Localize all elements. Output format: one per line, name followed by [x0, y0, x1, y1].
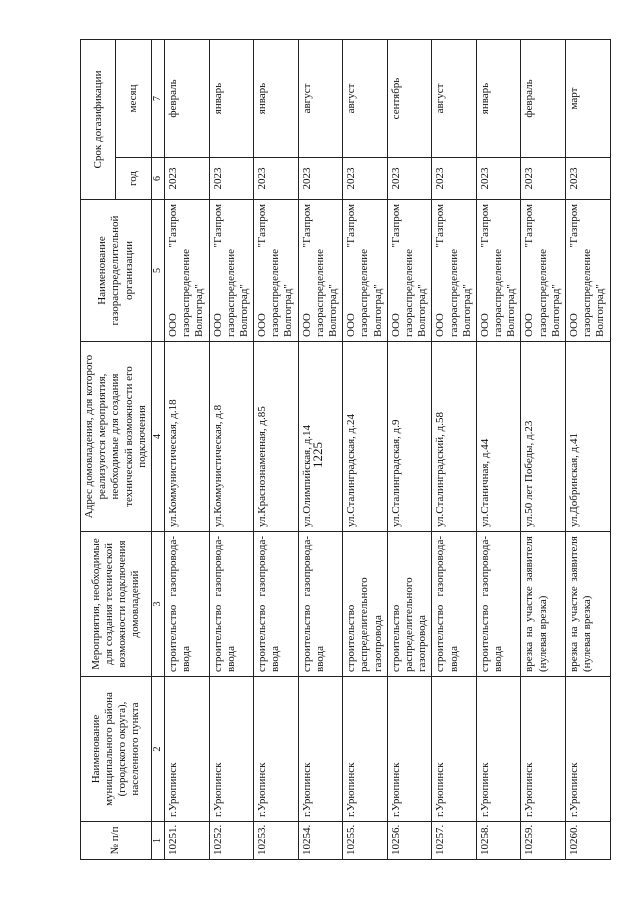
year-cell: 2023: [254, 158, 299, 200]
table-row: [298, 39, 343, 859]
measure-cell: врезка на участке заявителя (нулевая врезка): [521, 532, 566, 677]
org-cell: ООО "Газпром газораспределение Волгоград": [164, 200, 209, 342]
district-cell: г.Урюпинск: [432, 677, 477, 822]
month-cell: август: [432, 39, 477, 157]
row-number-cell: 10251.: [164, 822, 209, 860]
page-number: 1225: [310, 442, 325, 468]
address-cell: ул.Олимпийская, д.14: [298, 342, 343, 532]
district-cell: г.Урюпинск: [164, 677, 209, 822]
document-sheet: [80, 40, 620, 860]
measure-cell: строительство газопровода-ввода: [164, 532, 209, 677]
year-cell: 2023: [566, 158, 611, 200]
month-cell: февраль: [164, 39, 209, 157]
row-number-cell: 10256.: [387, 822, 432, 860]
column-number: 3: [151, 532, 164, 677]
org-cell: ООО "Газпром газораспределение Волгоград": [476, 200, 521, 342]
table-row: [343, 39, 388, 859]
measure-cell: строительство распределительного газопровода: [343, 532, 388, 677]
row-number-cell: 10255.: [343, 822, 388, 860]
address-cell: ул.Сталинградская, д.24: [343, 342, 388, 532]
district-cell: г.Урюпинск: [566, 677, 611, 822]
measure-cell: строительство распределительного газопровода: [387, 532, 432, 677]
org-cell: ООО "Газпром газораспределение Волгоград": [254, 200, 299, 342]
address-cell: ул.Станичная, д.44: [476, 342, 521, 532]
row-number-cell: 10253.: [254, 822, 299, 860]
month-cell: август: [343, 39, 388, 157]
month-cell: январь: [254, 39, 299, 157]
measure-cell: врезка на участке заявителя (нулевая врезка): [566, 532, 611, 677]
table-row: [432, 39, 477, 859]
table-row: [387, 39, 432, 859]
column-number: 2: [151, 677, 164, 822]
org-cell: ООО "Газпром газораспределение Волгоград": [566, 200, 611, 342]
address-cell: ул.Коммунистическая, д.8: [209, 342, 254, 532]
measure-cell: строительство газопровода-ввода: [254, 532, 299, 677]
address-cell: ул.Добринская, д.41: [566, 342, 611, 532]
year-cell: 2023: [432, 158, 477, 200]
header-org: Наименование газораспределительной организации: [81, 200, 152, 342]
month-cell: сентябрь: [387, 39, 432, 157]
address-cell: ул.Сталинградский, д.58: [432, 342, 477, 532]
measure-cell: строительство газопровода-ввода: [432, 532, 477, 677]
year-cell: 2023: [387, 158, 432, 200]
address-cell: ул.50 лет Победы, д.23: [521, 342, 566, 532]
district-cell: г.Урюпинск: [521, 677, 566, 822]
year-cell: 2023: [521, 158, 566, 200]
rotated-table-container: [80, 40, 620, 860]
address-cell: ул.Сталинградская, д.9: [387, 342, 432, 532]
row-number-cell: 10252.: [209, 822, 254, 860]
year-cell: 2023: [209, 158, 254, 200]
district-cell: г.Урюпинск: [476, 677, 521, 822]
org-cell: ООО "Газпром газораспределение Волгоград": [343, 200, 388, 342]
measure-cell: строительство газопровода-ввода: [209, 532, 254, 677]
measure-cell: строительство газопровода-ввода: [298, 532, 343, 677]
month-cell: март: [566, 39, 611, 157]
column-number: 6: [151, 158, 164, 200]
column-number: 5: [151, 200, 164, 342]
header-address: Адрес домовладения, для которого реализуются мероприятия, необходимые для создания технической возможности его подключения: [81, 342, 152, 532]
column-number: 7: [151, 39, 164, 157]
table-row: [254, 39, 299, 859]
column-number-row: [151, 39, 164, 859]
table-row: [164, 39, 209, 859]
org-cell: ООО "Газпром газораспределение Волгоград": [432, 200, 477, 342]
org-cell: ООО "Газпром газораспределение Волгоград": [387, 200, 432, 342]
org-cell: ООО "Газпром газораспределение Волгоград": [209, 200, 254, 342]
table-row: [521, 39, 566, 859]
header-month: месяц: [116, 39, 151, 157]
org-cell: ООО "Газпром газораспределение Волгоград": [521, 200, 566, 342]
year-cell: 2023: [298, 158, 343, 200]
district-cell: г.Урюпинск: [343, 677, 388, 822]
org-cell: ООО "Газпром газораспределение Волгоград": [298, 200, 343, 342]
row-number-cell: 10258.: [476, 822, 521, 860]
table-row: [476, 39, 521, 859]
district-cell: г.Урюпинск: [387, 677, 432, 822]
month-cell: август: [298, 39, 343, 157]
year-cell: 2023: [476, 158, 521, 200]
address-cell: ул.Коммунистическая, д.18: [164, 342, 209, 532]
row-number-cell: 10254.: [298, 822, 343, 860]
district-cell: г.Урюпинск: [254, 677, 299, 822]
header-num: № п/п: [81, 822, 152, 860]
year-cell: 2023: [164, 158, 209, 200]
month-cell: февраль: [521, 39, 566, 157]
row-number-cell: 10257.: [432, 822, 477, 860]
header-measures: Мероприятия, необходимые для создания технической возможности подключения домовладений: [81, 532, 152, 677]
year-cell: 2023: [343, 158, 388, 200]
header-deadline: Срок догазификации: [81, 39, 116, 199]
column-number: 1: [151, 822, 164, 860]
column-number: 4: [151, 342, 164, 532]
month-cell: январь: [209, 39, 254, 157]
address-cell: ул.Краснознаменная, д.85: [254, 342, 299, 532]
measure-cell: строительство газопровода-ввода: [476, 532, 521, 677]
gasification-table: [80, 39, 611, 860]
header-district: Наименование муниципального района (городского округа), населенного пункта: [81, 677, 152, 822]
header-row: [81, 39, 116, 859]
district-cell: г.Урюпинск: [298, 677, 343, 822]
table-row: [209, 39, 254, 859]
table-body: [164, 39, 610, 859]
row-number-cell: 10260.: [566, 822, 611, 860]
header-year: год: [116, 158, 151, 200]
row-number-cell: 10259.: [521, 822, 566, 860]
month-cell: январь: [476, 39, 521, 157]
table-row: [566, 39, 611, 859]
district-cell: г.Урюпинск: [209, 677, 254, 822]
